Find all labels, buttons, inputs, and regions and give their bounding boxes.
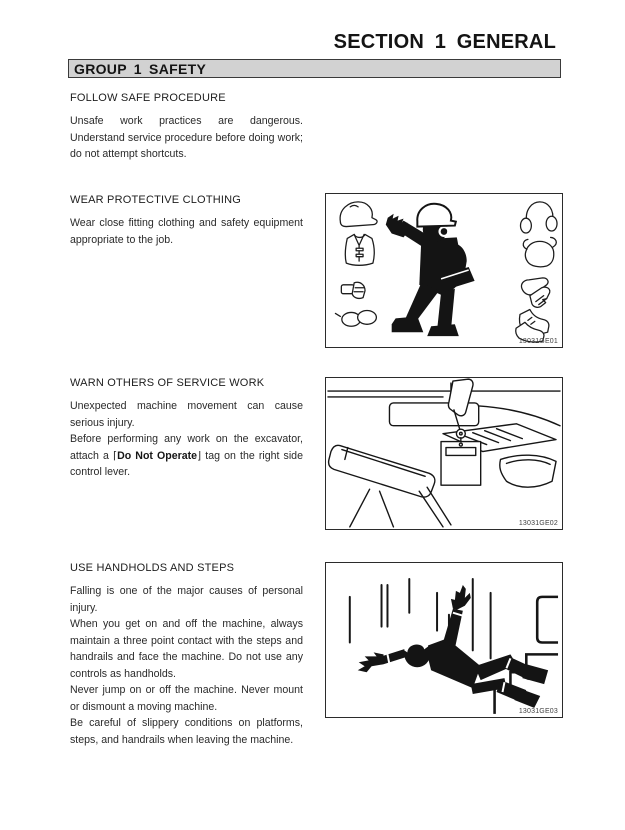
gloves-icon [521, 278, 549, 307]
section-heading: WEAR PROTECTIVE CLOTHING [70, 194, 242, 206]
paragraph: Wear close fitting clothing and safety equipment appropriate to the job. [70, 217, 303, 246]
paragraph-text: Before performing any work on the excavator, attach a ⌈ [70, 433, 303, 462]
section-wear-protective-clothing [70, 194, 303, 248]
paragraph [70, 431, 303, 481]
section-follow-safe-procedure [70, 92, 303, 163]
paragraph: Falling is one of the major causes of personal injury. [70, 585, 303, 614]
group-title: GROUP 1 SAFETY [74, 60, 207, 77]
figure-protective-clothing [325, 193, 563, 348]
figure-label: 13031GE02 [518, 520, 558, 527]
falling-person-illustration [326, 563, 562, 717]
paragraph: Never jump on or off the machine. Never mount or dismount a moving machine. [70, 684, 303, 713]
control-lever-with-do-not-operate-tag-icon [326, 378, 562, 529]
paragraph: Be careful of slippery conditions on platforms, steps, and handrails when leaving the machine. [70, 717, 303, 746]
paragraph: Unsafe work practices are dangerous. Understand service procedure before doing work; do not attempt shortcuts. [70, 115, 303, 160]
ear-muffs-icon [521, 202, 558, 233]
section-heading: WARN OTHERS OF SERVICE WORK [70, 377, 265, 389]
section-warn-others-of-service-work [70, 377, 303, 481]
figure-do-not-operate-tag [325, 377, 563, 530]
falling-person-icon [358, 585, 548, 708]
paragraph: Unexpected machine movement can cause serious injury. [70, 400, 303, 429]
dust-mask-icon [523, 237, 556, 266]
hard-hat-icon [340, 202, 377, 227]
section-use-handholds-and-steps [70, 562, 303, 748]
worker-wearing-ppe-icon [386, 204, 475, 336]
section-heading: USE HANDHOLDS AND STEPS [70, 562, 235, 574]
figure-label: 13031GE03 [518, 708, 558, 715]
paragraph: When you get on and off the machine, always maintain a three point contact with the steps and handrails and face the machine. Do not use any controls as handholds. [70, 618, 303, 680]
figure-falling-from-machine [325, 562, 563, 718]
group-title-bar [68, 59, 561, 78]
section-heading: FOLLOW SAFE PROCEDURE [70, 92, 226, 104]
do-not-operate-emphasis: Do Not Operate [117, 449, 198, 462]
paragraph-text: ⌋ tag on the right side control lever. [70, 449, 303, 478]
goggles-icon [335, 310, 376, 326]
page-title: SECTION 1 GENERAL [333, 31, 556, 53]
protective-clothing-illustration [326, 194, 562, 347]
ear-plugs-icon [341, 282, 365, 298]
safety-vest-icon [345, 234, 374, 265]
figure-label: 13031GE01 [518, 338, 558, 345]
